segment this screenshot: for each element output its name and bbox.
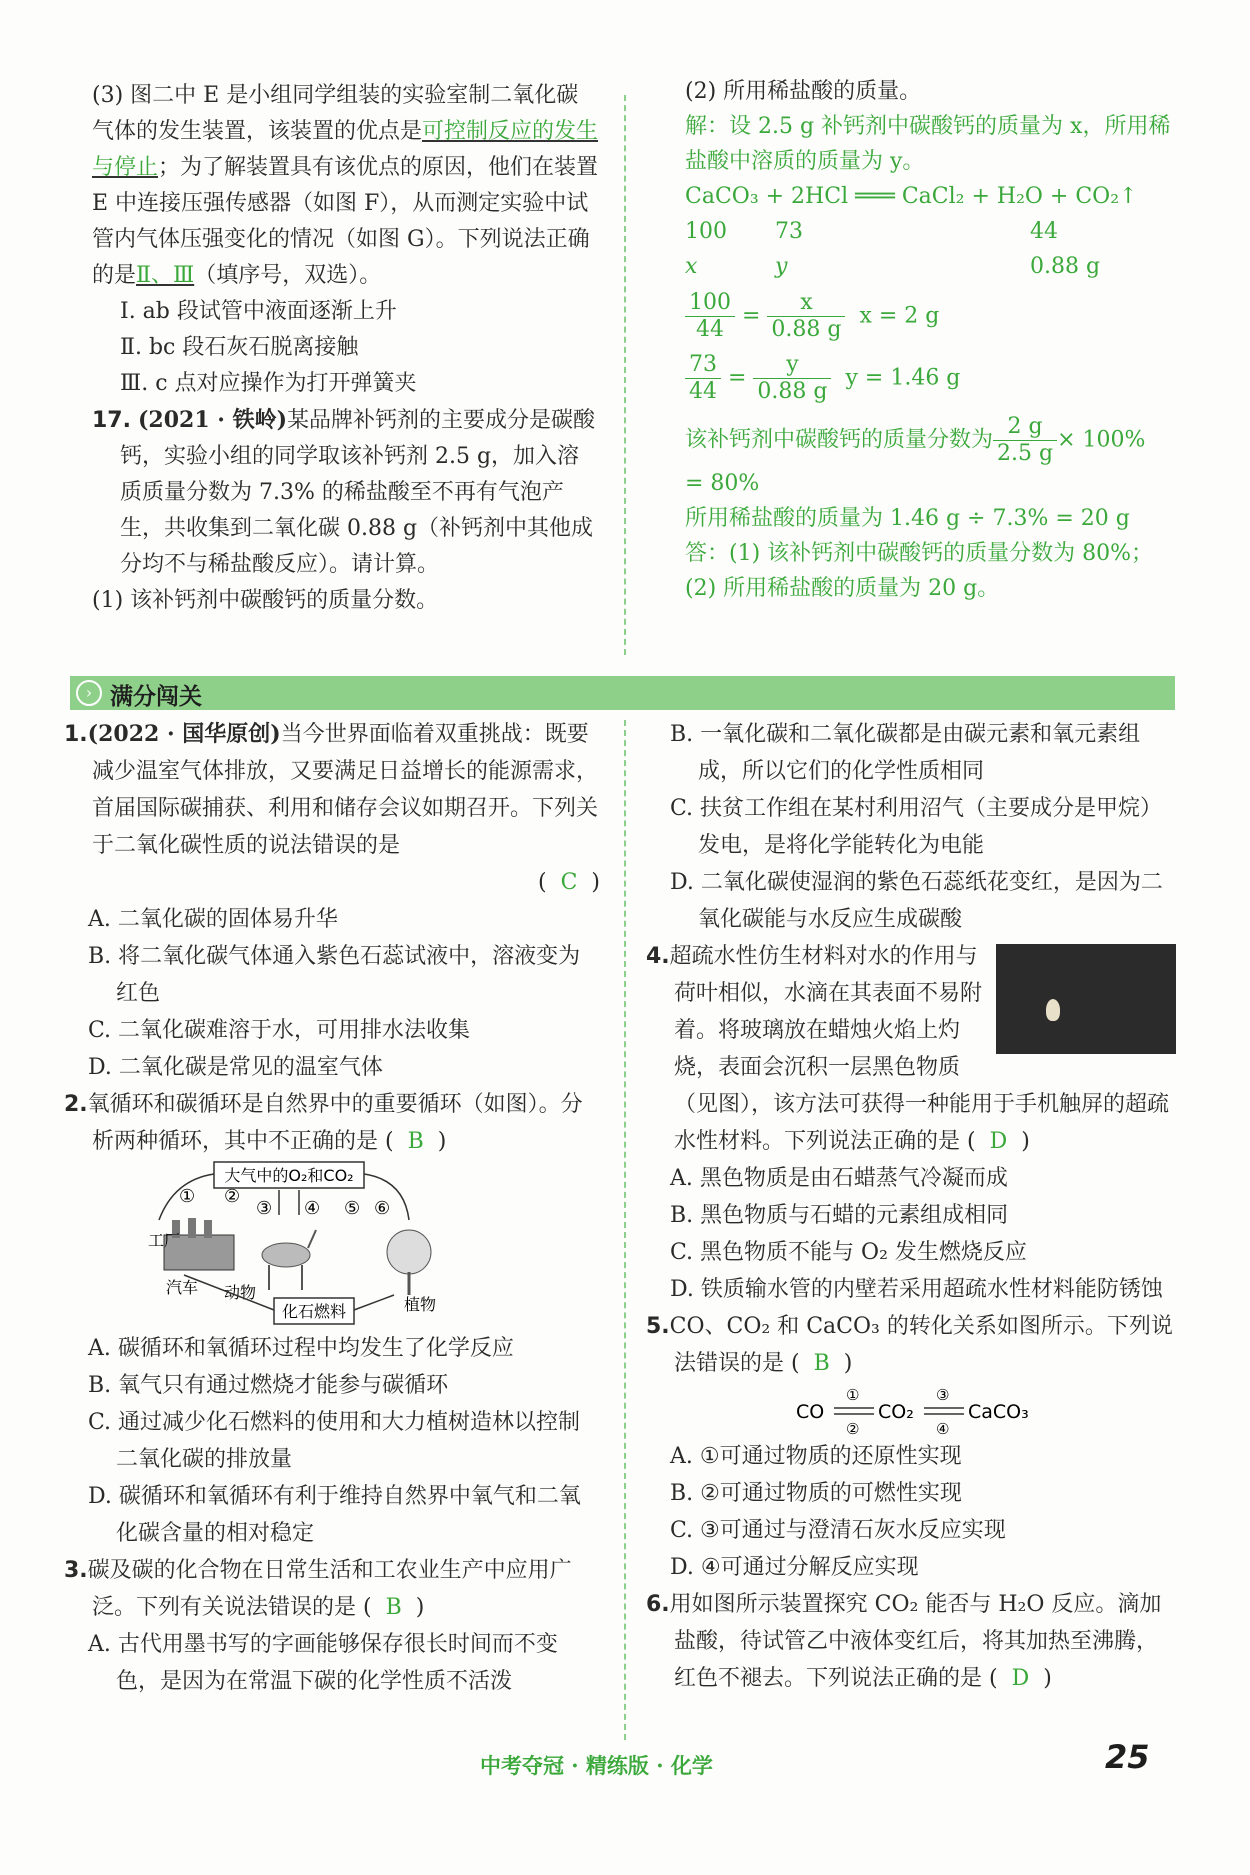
q5-option: A. ①可通过物质的还原性实现 (670, 1444, 962, 1469)
conversion-diagram (646, 1382, 1176, 1438)
question-5: 5.CO、CO₂ 和 CaCO₃ 的转化关系如图所示。下列说法错误的是 ( B ) (646, 1314, 1173, 1376)
q2-option: B. 氧气只有通过燃烧才能参与碳循环 (88, 1373, 449, 1398)
question-6: 6.用如图所示装置探究 CO₂ 能否与 H₂O 反应。滴加盐酸，待试管乙中液体变红后，将其加热至沸腾，红色不褪去。下列说法正确的是 ( D ) (646, 1592, 1162, 1691)
cycle-mark: ③ (256, 1198, 273, 1219)
option-3: Ⅲ. c 点对应操作为打开弹簧夹 (120, 371, 417, 396)
mark: ③ (936, 1386, 950, 1404)
top-left-column (92, 78, 600, 619)
ratio-row-1: 100 73 44 (685, 219, 1058, 244)
q3-option-c: C. 扶贫工作组在某村利用沼气（主要成分是甲烷）发电，是将化学能转化为电能 (670, 796, 1163, 858)
answer-2: (2) 所用稀盐酸的质量为 20 g。 (685, 576, 1000, 601)
option-2: Ⅱ. bc 段石灰石脱离接触 (120, 335, 359, 360)
acid-mass: 所用稀盐酸的质量为 1.46 g ÷ 7.3% = 20 g (685, 506, 1130, 531)
proportion-2: $\frac{73}{44}$ = $\frac{y}{0.88 g}$ y = 1.46 g (685, 352, 1175, 414)
page-number: 25 (1105, 1738, 1150, 1776)
q2-option: C. 通过减少化石燃料的使用和大力植树造林以控制二氧化碳的排放量 (88, 1410, 581, 1472)
car-label: 汽车 (166, 1278, 199, 1297)
ratio-row-2: x y 0.88 g (685, 254, 1101, 279)
section-banner (70, 676, 1175, 710)
q2-answer: B (407, 1129, 424, 1154)
q1-option: D. 二氧化碳是常见的温室气体 (88, 1055, 383, 1080)
question-17: 17. (2021 · 铁岭)某品牌补钙剂的主要成分是碳酸钙，实验小组的同学取该补钙剂 2.5 g，加入溶质质量分数为 7.3% 的稀盐酸至不再有气泡产生，共收集到二氧化碳 0.88 g（补钙剂中其他成分均不与稀盐酸反应）。请计算。 (92, 407, 596, 577)
cycle-mark: ① (179, 1186, 196, 1207)
q5-option: D. ④可通过分解反应实现 (670, 1555, 919, 1580)
section-title: 满分闯关 (110, 684, 202, 710)
question-2: 2.氧循环和碳循环是自然界中的重要循环（如图）。分析两种循环，其中不正确的是 ( B ) (64, 1092, 583, 1154)
cycle-mark: ⑤ (344, 1198, 361, 1219)
animal-label: 动物 (224, 1283, 257, 1302)
atmosphere-label: 大气中的O₂和CO₂ (224, 1166, 354, 1185)
q4-option: D. 铁质输水管的内壁若采用超疏水性材料能防锈蚀 (670, 1277, 1163, 1302)
q16-part3: (3) 图二中 E 是小组同学组装的实验室制二氧化碳气体的发生装置，该装置的优点是可控制反应的发生与停止；为了解装置具有该优点的原因，他们在装置 E 中连接压强传感器（如图 F），从而测定实验中试管内气体压强变化的情况（如图 G）。下列说法正确的是Ⅱ、Ⅲ（填序号，双选）。 (92, 83, 599, 288)
column-divider-top (624, 95, 626, 655)
bottom-left-column (64, 716, 600, 1700)
q3-option-b: B. 一氧化碳和二氧化碳都是由碳元素和氧元素组成，所以它们的化学性质相同 (670, 722, 1141, 784)
question-3: 3.碳及碳的化合物在日常生活和工农业生产中应用广泛。下列有关说法错误的是 ( B ) (64, 1558, 572, 1620)
q1-option: C. 二氧化碳难溶于水，可用排水法收集 (88, 1018, 471, 1043)
q5-answer: B (813, 1351, 830, 1376)
footer-title: 中考夺冠 · 精练版 · 化学 (480, 1753, 713, 1778)
mark: ② (846, 1420, 860, 1438)
chevron-right-icon: › (76, 680, 102, 706)
q3-option-d: D. 二氧化碳使湿润的紫色石蕊纸花变红，是因为二氧化碳能与水反应生成碳酸 (670, 870, 1163, 932)
option-1: Ⅰ. ab 段试管中液面逐渐上升 (120, 299, 397, 324)
chain-co2: CO₂ (878, 1401, 914, 1423)
q5-option: B. ②可通过物质的可燃性实现 (670, 1481, 962, 1506)
bottom-right-column (646, 716, 1176, 1697)
q17-sub1: (1) 该补钙剂中碳酸钙的质量分数。 (92, 588, 439, 613)
q16-answer-1: 可控制反应的发生与停止 (92, 119, 599, 180)
flame-icon (1046, 999, 1060, 1021)
percentage-result: = 80% (685, 471, 760, 496)
q1-option: B. 将二氧化碳气体通入紫色石蕊试液中，溶液变为红色 (88, 944, 581, 1006)
answer-1: 答：(1) 该补钙剂中碳酸钙的质量分数为 80%； (685, 541, 1154, 566)
factory-label: 工厂 (148, 1231, 181, 1250)
tree-icon (387, 1230, 431, 1295)
chain-caco3: CaCO₃ (968, 1401, 1029, 1423)
cycle-mark: ④ (304, 1198, 321, 1219)
q4-option: C. 黑色物质不能与 O₂ 发生燃烧反应 (670, 1240, 1027, 1265)
q6-answer: D (1011, 1666, 1030, 1691)
q5-option: C. ③可通过与澄清石灰水反应实现 (670, 1518, 1006, 1543)
question-4: 4.超疏水性仿生材料对水的作用与荷叶相似，水滴在其表面不易附着。将玻璃放在蜡烛火焰上灼烧，表面会沉积一层黑色物质（见图），该方法可获得一种能用于手机触屏的超疏水性材料。下列说法正确的是 ( D ) (646, 944, 1170, 1154)
q3-answer: B (385, 1595, 402, 1620)
q2-option: D. 碳循环和氧循环有利于维持自然界中氧气和二氧化碳含量的相对稳定 (88, 1484, 581, 1546)
q4-option: A. 黑色物质是由石蜡蒸气冷凝而成 (670, 1166, 1008, 1191)
q17-sub2: (2) 所用稀盐酸的质量。 (685, 79, 922, 104)
candle-photo (996, 944, 1176, 1054)
mark: ④ (936, 1420, 950, 1438)
q4-answer: D (989, 1129, 1008, 1154)
question-1: 1.(2022 · 国华原创)当今世界面临着双重挑战：既要减少温室气体排放，又要满足日益增长的能源需求，首届国际碳捕获、利用和储存会议如期召开。下列关于二氧化碳性质的说法错误的是 (64, 721, 599, 858)
fossil-label: 化石燃料 (281, 1302, 347, 1321)
chain-co: CO (796, 1401, 825, 1423)
cycle-mark: ⑥ (374, 1198, 391, 1219)
plant-label: 植物 (404, 1295, 437, 1314)
deer-icon (262, 1230, 316, 1290)
q16-answer-2: Ⅱ、Ⅲ (136, 263, 195, 288)
q2-option: A. 碳循环和氧循环过程中均发生了化学反应 (88, 1336, 514, 1361)
chemical-equation: CaCO₃ + 2HCl ═══ CaCl₂ + H₂O + CO₂↑ (685, 184, 1138, 209)
q1-option: A. 二氧化碳的固体易升华 (88, 907, 338, 932)
solution-intro: 解：设 2.5 g 补钙剂中碳酸钙的质量为 x，所用稀盐酸中溶质的质量为 y。 (685, 114, 1171, 174)
percentage-line: 该补钙剂中碳酸钙的质量分数为 $\frac{2 g}{2.5 g}$ × 100% (685, 414, 1146, 466)
mark: ① (846, 1386, 860, 1404)
column-divider-bottom (624, 720, 626, 1740)
q4-option: B. 黑色物质与石蜡的元素组成相同 (670, 1203, 1009, 1228)
q1-answer: ( C ) (538, 870, 600, 895)
q3-option-a: A. 古代用墨书写的字画能够保存很长时间而不变色，是因为在常温下碳的化学性质不活泼 (88, 1632, 558, 1694)
cycle-diagram (64, 1160, 600, 1330)
top-right-column (685, 74, 1175, 606)
proportion-1: $\frac{100}{44}$ = $\frac{x}{0.88 g}$ x = 2 g (685, 284, 1175, 352)
cycle-mark: ② (224, 1186, 241, 1207)
